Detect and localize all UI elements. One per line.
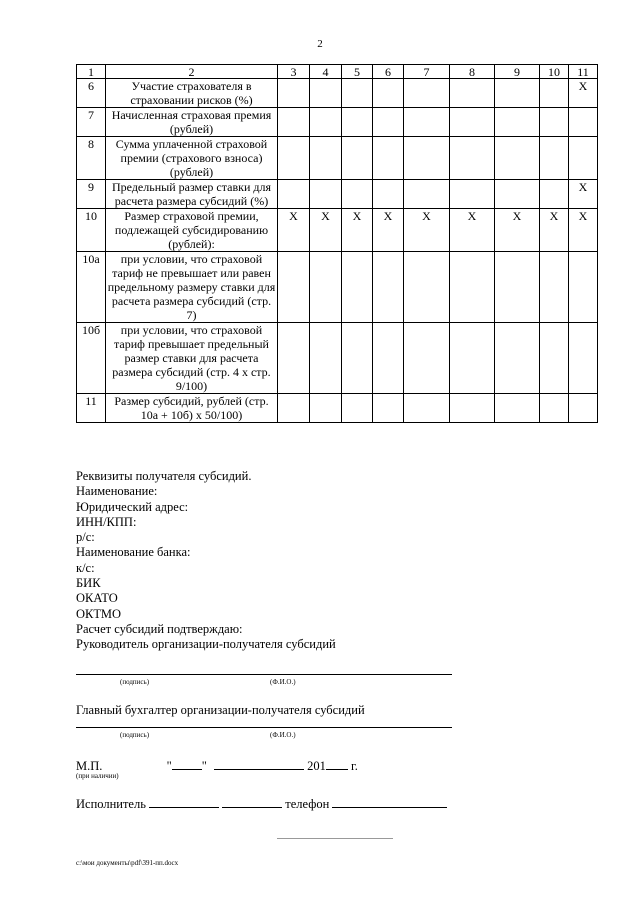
value-cell — [404, 137, 450, 180]
table-row — [77, 394, 598, 423]
header-cell: 5 — [342, 65, 373, 79]
value-cell — [373, 323, 404, 394]
divider-line — [277, 838, 393, 839]
requisites-title: Реквизиты получателя субсидий. — [76, 469, 252, 483]
value-cell — [495, 137, 540, 180]
value-cell — [404, 79, 450, 108]
value-cell: Х — [342, 209, 373, 252]
recipient-requisites — [76, 469, 336, 653]
value-cell: Х — [495, 209, 540, 252]
header-cell: 9 — [495, 65, 540, 79]
value-cell — [373, 137, 404, 180]
value-cell — [310, 108, 342, 137]
date-day-blank — [172, 758, 202, 770]
header-cell: 1 — [77, 65, 106, 79]
row-number: 7 — [77, 108, 106, 137]
value-cell — [540, 394, 569, 423]
table-row — [77, 79, 598, 108]
value-cell — [569, 252, 598, 323]
date-g: г. — [351, 759, 358, 773]
value-cell: Х — [540, 209, 569, 252]
value-cell — [342, 323, 373, 394]
executor-label: Исполнитель — [76, 797, 146, 811]
value-cell — [342, 180, 373, 209]
subsidy-calculation-table — [76, 64, 598, 423]
value-cell — [495, 252, 540, 323]
value-cell — [373, 394, 404, 423]
date-year-blank — [326, 758, 348, 770]
requisites-bank: Наименование банка: — [76, 545, 191, 560]
accountant-fio-label: (Ф.И.О.) — [270, 731, 296, 739]
value-cell — [404, 180, 450, 209]
value-cell — [450, 252, 495, 323]
value-cell — [342, 394, 373, 423]
requisites-oktmo: ОКТМО — [76, 606, 121, 621]
requisites-head: Руководитель организации-получателя субсидий — [76, 637, 336, 652]
accountant-sign-label: (подпись) — [120, 731, 150, 739]
page-number: 2 — [317, 38, 323, 50]
row-label: Участие страхователя в страховании рисков (%) — [106, 79, 278, 108]
value-cell: Х — [278, 209, 310, 252]
value-cell — [342, 79, 373, 108]
value-cell — [404, 323, 450, 394]
row-label: при условии, что страховой тариф превышает предельный размер ставки для расчета размера субсидий (стр. 4 х стр. 9/100) — [106, 323, 278, 394]
value-cell — [278, 394, 310, 423]
value-cell: Х — [310, 209, 342, 252]
executor-name-blank — [149, 796, 219, 808]
row-label: Предельный размер ставки для расчета размера субсидий (%) — [106, 180, 278, 209]
table-row — [77, 323, 598, 394]
row-label: Сумма уплаченной страховой премии (страхового взноса) (рублей) — [106, 137, 278, 180]
value-cell — [310, 394, 342, 423]
row-number: 9 — [77, 180, 106, 209]
header-cell: 3 — [278, 65, 310, 79]
head-fio-label: (Ф.И.О.) — [270, 678, 296, 686]
value-cell — [278, 180, 310, 209]
requisites-inn: ИНН/КПП: — [76, 514, 137, 529]
value-cell — [569, 137, 598, 180]
requisites-confirm: Расчет субсидий подтверждаю: — [76, 621, 243, 636]
date-year: 201 — [307, 759, 326, 773]
value-cell — [404, 394, 450, 423]
value-cell — [310, 79, 342, 108]
header-cell: 8 — [450, 65, 495, 79]
value-cell — [373, 252, 404, 323]
value-cell — [342, 137, 373, 180]
value-cell — [495, 79, 540, 108]
value-cell — [342, 108, 373, 137]
value-cell — [495, 394, 540, 423]
value-cell — [404, 252, 450, 323]
seal-note: (при наличии) — [76, 772, 119, 780]
date-month-blank — [214, 758, 304, 770]
value-cell — [278, 252, 310, 323]
row-number: 10 — [77, 209, 106, 252]
value-cell — [540, 323, 569, 394]
table-row — [77, 180, 598, 209]
phone-blank — [332, 796, 447, 808]
requisites-address: Юридический адрес: — [76, 499, 189, 514]
row-number: 6 — [77, 79, 106, 108]
requisites-okato: ОКАТО — [76, 591, 118, 606]
value-cell: Х — [373, 209, 404, 252]
value-cell — [373, 180, 404, 209]
value-cell — [310, 323, 342, 394]
header-cell: 11 — [569, 65, 598, 79]
row-number: 10а — [77, 252, 106, 323]
executor-sign-blank — [222, 796, 282, 808]
header-cell: 4 — [310, 65, 342, 79]
value-cell — [450, 180, 495, 209]
value-cell — [310, 180, 342, 209]
value-cell: Х — [569, 209, 598, 252]
value-cell — [450, 394, 495, 423]
value-cell — [495, 323, 540, 394]
value-cell: Х — [404, 209, 450, 252]
row-label: при условии, что страховой тариф не превышает или равен предельному размеру ставки для расчета размера субсидий (стр. 7) — [106, 252, 278, 323]
value-cell — [540, 79, 569, 108]
chief-accountant-label: Главный бухгалтер организации-получателя субсидий — [76, 703, 365, 717]
seal-label: М.П. — [76, 759, 103, 773]
value-cell — [342, 252, 373, 323]
row-number: 8 — [77, 137, 106, 180]
value-cell — [450, 137, 495, 180]
row-label: Начисленная страховая премия (рублей) — [106, 108, 278, 137]
value-cell — [540, 137, 569, 180]
value-cell: Х — [450, 209, 495, 252]
value-cell — [404, 108, 450, 137]
value-cell — [495, 108, 540, 137]
value-cell — [450, 108, 495, 137]
table-header-row — [77, 65, 598, 79]
requisites-ks: к/с: — [76, 560, 95, 575]
table-row — [77, 252, 598, 323]
requisites-name: Наименование: — [76, 484, 158, 499]
row-label: Размер страховой премии, подлежащей субсидированию (рублей): — [106, 209, 278, 252]
value-cell — [310, 252, 342, 323]
value-cell: Х — [569, 79, 598, 108]
table-row — [77, 108, 598, 137]
row-number: 10б — [77, 323, 106, 394]
accountant-signature-line — [76, 727, 452, 728]
header-cell: 7 — [404, 65, 450, 79]
value-cell — [569, 394, 598, 423]
value-cell — [310, 137, 342, 180]
phone-label: телефон — [285, 797, 330, 811]
header-cell: 2 — [106, 65, 278, 79]
date-quote-close: " — [201, 759, 207, 773]
value-cell — [278, 108, 310, 137]
head-signature-line — [76, 674, 452, 675]
table-row — [77, 209, 598, 252]
table-row — [77, 137, 598, 180]
row-number: 11 — [77, 394, 106, 423]
value-cell — [540, 108, 569, 137]
footer-file-path: c:\мои документы\pdf\391-пп.docx — [76, 859, 179, 867]
value-cell — [450, 79, 495, 108]
header-cell: 10 — [540, 65, 569, 79]
value-cell — [278, 79, 310, 108]
head-sign-label: (подпись) — [120, 678, 150, 686]
value-cell — [495, 180, 540, 209]
value-cell — [450, 323, 495, 394]
header-cell: 6 — [373, 65, 404, 79]
value-cell — [278, 323, 310, 394]
value-cell — [278, 137, 310, 180]
requisites-rs: р/с: — [76, 530, 95, 545]
date-quote-open: " — [166, 759, 172, 773]
value-cell — [540, 252, 569, 323]
value-cell — [373, 108, 404, 137]
value-cell — [373, 79, 404, 108]
value-cell — [569, 323, 598, 394]
value-cell: Х — [569, 180, 598, 209]
executor-line — [76, 796, 447, 812]
requisites-bik: БИК — [76, 576, 101, 591]
value-cell — [540, 180, 569, 209]
row-label: Размер субсидий, рублей (стр. 10а + 10б) х 50/100) — [106, 394, 278, 423]
value-cell — [569, 108, 598, 137]
